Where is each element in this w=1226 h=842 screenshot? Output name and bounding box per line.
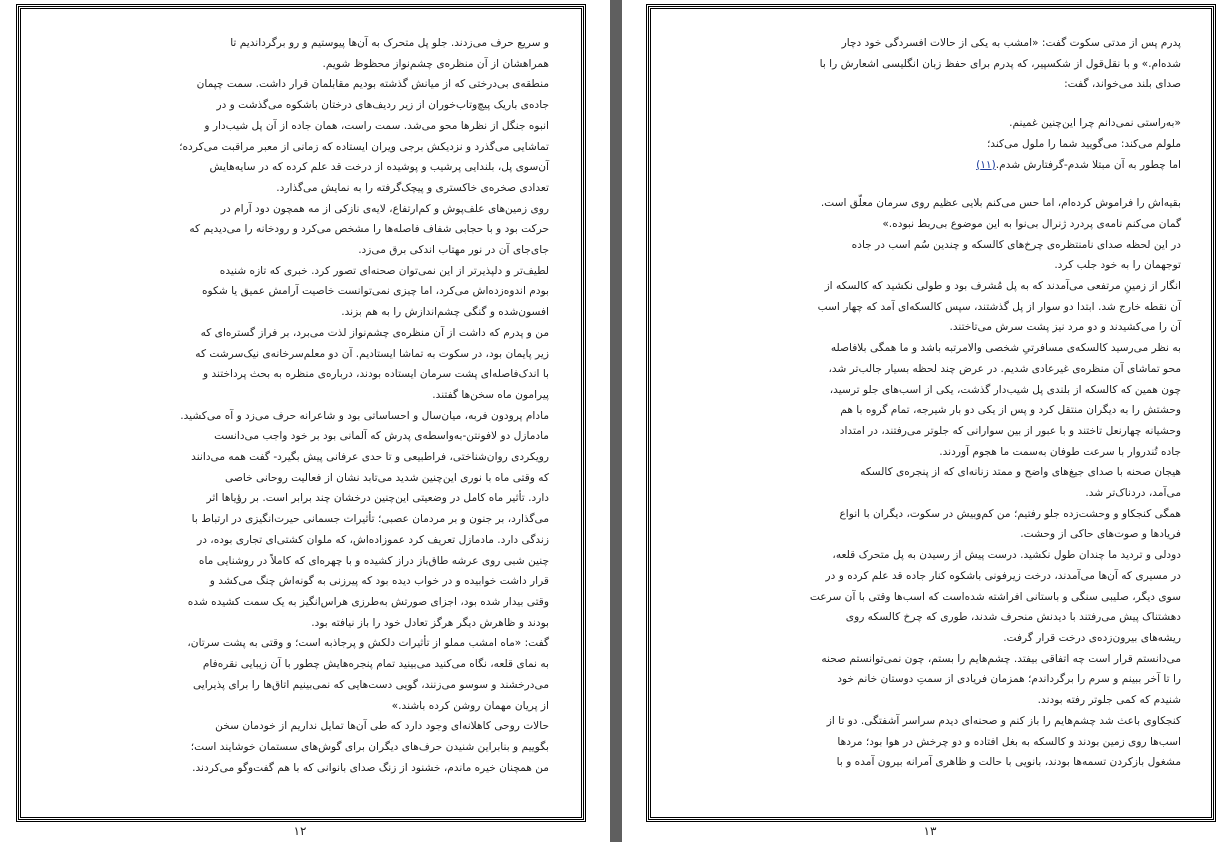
- left-page-number: ۱۲: [293, 824, 307, 838]
- left-page: [0, 0, 610, 842]
- text-line: سوی دیگر، صلیبی سنگی و باستانی افراشته شده‌است که اسب‌ها وقتی با آن سرعت: [809, 590, 1181, 603]
- text-line: دودلی و تردید ما چندان طول نکشید. درست پیش از رسیدن به پل متحرک قلعه،: [832, 549, 1181, 562]
- text-line: توجهمان را به خود جلب کرد.: [1054, 259, 1181, 272]
- text-line: وقتی بیدار شده بود، اجزای صورتش به‌طرزی هراس‌انگیز به یک سمت کشیده شده: [187, 595, 549, 608]
- text-line: را تا آخر ببینم و سرم را برگرداندم؛ همزمان فریادی از سمتِ دوستان خانم خود: [837, 673, 1181, 686]
- text-line: رویکردی روان‌شناختی، فراطبیعی و تا حدی عرفانی پیش بگیرد- گفت همه می‌دانند: [191, 451, 549, 464]
- text-line: می‌دانستم قرار است چه اتفاقی بیفتد. چشم‌هایم را بستم، چون نمی‌توانستم صحنه: [821, 652, 1181, 665]
- verse-line: «به‌راستی نمی‌دانم چرا این‌چنین غمینم.: [1009, 117, 1181, 130]
- text-line: شنیدم که کمی جلوتر رفته بودند.: [1037, 694, 1181, 707]
- text-line: گمان می‌کنم نامه‌ی پردرد ژنرال بی‌نوا به این موضوع بی‌ربط نبوده.»: [882, 217, 1181, 230]
- text-line: فریادها و صوت‌های حاکی از وحشت.: [1020, 528, 1181, 541]
- text-line: پیرامون ماه سخن‌ها گفتند.: [432, 388, 549, 401]
- text-line: انبوه جنگل از نظرها محو می‌شد. سمت راست، همان جاده از آن پل شیب‌دار و: [204, 119, 549, 132]
- text-line: می‌درخشند و سوسو می‌زنند، گویی دست‌هایی که نمی‌بینیم اتاق‌ها را برای پذیرایی: [192, 678, 549, 691]
- text-line: و سریع حرف می‌زدند. جلو پل متحرک به آن‌ها پیوستیم و رو برگرداندیم تا: [230, 37, 549, 49]
- text-line: لطیف‌تر و دلپذیرتر از این نمی‌توان صحنه‌ای تصور کرد. خبری که تازه شنیده: [219, 264, 549, 277]
- text-line: منطقه‌ی بی‌درختی که از میانش گذشته بودیم مقابلمان قرار داشت. سمت چپمان: [196, 78, 549, 91]
- right-page-number: ۱۳: [923, 824, 937, 838]
- text-line: جاده تُندروار با سرعت طوفان به‌سمت ما هجوم آوردند.: [939, 445, 1181, 458]
- text-line: آن نقطه خارج شد. ابتدا دو سوار از پل گذشتند، سپس کالسکه‌ای آمد که چهار اسب: [817, 300, 1181, 313]
- text-line: کنجکاوی باعث شد چشم‌هایم را باز کنم و صحنه‌ای دیدم سراسر آشفتگی. دو تا از: [826, 714, 1181, 727]
- text-line: می‌آمد، دردناک‌تر شد.: [1085, 487, 1181, 500]
- text-line: که وقتی ماه با نوری این‌چنین شدید می‌تابد نشان از فعالیت روحانی خاصی: [225, 471, 549, 484]
- text-line: حرکت بود و با حجابی شفاف فاصله‌ها را مشخص می‌کرد و رودخانه را می‌دیدیم که: [189, 223, 549, 236]
- text-line: جاده‌ی باریک پیچ‌وتاب‌خوران از زیر ردیف‌های درختان باشکوه می‌گذشت و در: [216, 99, 549, 112]
- text-line: به نمای قلعه، نگاه می‌کنید می‌بینید تمام پنجره‌هایش چطور با آن زیبایی نقره‌فام: [202, 658, 549, 671]
- text-line: من و پدرم که داشت از آن منظره‌ی چشم‌نواز لذت می‌برد، بر فراز گستره‌ای که: [200, 326, 549, 339]
- text-line: چون همین که کالسکه از بلندی پل شیب‌دار گذشت، یکی از اسب‌های جلو ترسید،: [829, 383, 1181, 396]
- text-line: آن را می‌کشیدند و دو مرد نیز پشت سرش می‌تاختند.: [949, 321, 1181, 334]
- left-page-border: [16, 4, 586, 822]
- text-line: تعدادی صخره‌ی خاکستری و پیچک‌گرفته را به نمایش می‌گذارد.: [276, 181, 549, 194]
- text-line: محو تماشای آن منظره‌ی غیرعادی شدیم. در عرض چند لحظه بسیار جالب‌تر شد،: [828, 362, 1181, 375]
- text-line: در این لحظه صدای نامنتظره‌ی چرخ‌های کالسکه و چندین سُم اسب در جاده: [851, 238, 1181, 251]
- text-line: در مسیری که آن‌ها می‌آمدند، درخت زیرفونی باشکوه کنار جاده قد علم کرده و در: [825, 569, 1181, 582]
- left-page-body: [59, 33, 549, 778]
- text-line: بقیه‌اش را فراموش کرده‌ام، اما حس می‌کنم بلایی عظیم روی سرمان معلّق است.: [820, 197, 1181, 210]
- text-line: وحشیانه چهارنعل تاختند و با عبور از بین سوارانی که جلوتر می‌رفتند، در امتداد: [839, 424, 1181, 437]
- text-line: دارد. تأثیر ماه کامل در وضعیتی این‌چنین درخشان چند برابر است. بر رؤیاها اثر: [206, 492, 549, 505]
- right-page-body: [689, 33, 1181, 773]
- text-line: همراهشان از آن منظره‌ی چشم‌نواز محظوظ شویم.: [322, 57, 549, 70]
- text-line: وحشتش را به دیگران منتقل کرد و پس از یکی دو بار شیرجه، تمام گروه با هم: [840, 404, 1181, 417]
- text-line: با اندک‌فاصله‌ای پشت سرمان ایستاده بودند، درباره‌ی منظره به بحث پرداختند و: [203, 368, 549, 381]
- text-line: ریشه‌های بیرون‌زده‌ی درخت قرار گرفت.: [1003, 631, 1181, 644]
- text-line: دهشتناک پیش می‌رفتند با دیدنش منحرف شدند، طوری که چرخ کالسکه روی: [845, 611, 1181, 624]
- right-page: [622, 0, 1226, 842]
- text-line: زیر پایمان بود، در سکوت به تماشا ایستادیم. آن دو معلم‌سرخانه‌ی نیک‌سرشت که: [195, 347, 549, 360]
- text-line: قرار داشت خوابیده و در خواب دیده بود که پیرزنی به گونه‌اش چنگ می‌کشد و: [209, 575, 549, 588]
- footnote-link[interactable]: (۱۱): [976, 158, 996, 171]
- text-line: من همچنان خیره ماندم، خشنود از زنگ صدای بانوانی که با هم گفت‌وگو می‌کردند.: [192, 761, 549, 774]
- text-line: روی زمین‌های علف‌پوش و کم‌ارتفاع، لایه‌ی نازکی از مه همچون دود آرام در: [220, 202, 549, 215]
- text-line: زندگی دارد. مادمازل تعریف کرد عموزاده‌اش، که ملوان کشتی‌ای تجاری بوده، در: [197, 533, 549, 546]
- text-line: چنین شبی روی عرشه طاق‌باز دراز کشیده و با چهره‌ای که کاملاً در روشنایی ماه: [198, 554, 549, 567]
- text-line: حالات روحی کاهلانه‌ای وجود دارد که طی آن‌ها تمایل نداریم از خودمان سخن: [215, 720, 549, 733]
- text-line: هیجان صحنه با صدای جیغ‌های واضح و ممتد زنانه‌ای که از پنجره‌ی کالسکه: [860, 466, 1181, 479]
- text-line: از پریان مهمان روشن کرده باشند.»: [391, 699, 549, 712]
- text-line: اسب‌ها روی زمین بودند و کالسکه به بغل افتاده و دو چرخش در هوا بود؛ مردها: [837, 735, 1181, 748]
- verse-line: اما چطور به آن مبتلا شدم-گرفتارش شدم.(۱۱): [976, 158, 1181, 171]
- text-line: مشغول بازکردن تسمه‌ها بودند، بانویی با حالت و ظاهری آمرانه بیرون آمده و با: [836, 756, 1181, 769]
- text-line: مادمازل دو لافونتن-به‌واسطه‌ی پدرش که آلمانی بود بر خود واجب می‌دانست: [214, 430, 549, 443]
- right-page-border: [646, 4, 1216, 822]
- text-line: همگی کنجکاو و وحشت‌زده جلو رفتیم؛ من کم‌وبیش در سکوت، دیگران با انواع: [839, 507, 1181, 520]
- text-line: شده‌ام.» و با نقل‌قول از شکسپیر، که پدرم برای حفظ زبان انگلیسی اشعارش را با: [819, 57, 1181, 70]
- text-line: پدرم پس از مدتی سکوت گفت: «امشب به یکی از حالات افسردگی خود دچار: [841, 37, 1181, 49]
- text-line: مادام پرودون فربه، میان‌سال و احساساتی بود و شاعرانه حرف می‌زد و آه می‌کشید.: [180, 409, 549, 422]
- text-line: می‌گذارد، بر جنون و بر مردمان عصبی؛ تأثیرات جسمانی حیرت‌انگیزی در ارتباط با: [191, 513, 549, 526]
- text-line: انگار از زمینِ مرتفعی می‌آمدند که به پل مُشرف بود و طولی نکشید که کالسکه از: [824, 280, 1181, 293]
- text-line: به نظر می‌رسید کالسکه‌ی مسافرتیِ شخصی والامرتبه باشد و ما همگی بلافاصله: [830, 342, 1181, 355]
- text-line: بگوییم و بنابراین شنیدن حرف‌های دیگران برای گوش‌های سستمان خوشایند است؛: [190, 740, 549, 753]
- text-line: بودم اندوه‌زده‌اش می‌کرد، اما چیزی نمی‌توانست خاصیت آرامش عمیق یا شکوه: [201, 285, 549, 298]
- text-line: افسون‌شده و گنگی چشم‌اندازش را به هم بزند.: [341, 306, 549, 319]
- text-line: آن‌سوی پل، بلندایی پرشیب و پوشیده از درخت قد علم کرده که در سایه‌هایش: [209, 161, 549, 174]
- book-gutter: [610, 0, 622, 842]
- text-line: گفت: «ماه امشب مملو از تأثیرات دلکش و پرجاذبه است؛ و وقتی به پشت سرتان،: [187, 637, 549, 650]
- text-line: بودند و ظاهرش دیگر هرگز تعادل خود را باز نیافته بود.: [311, 616, 549, 629]
- text-line: جای‌جای آن در نور مهتاب اندکی برق می‌زد.: [358, 244, 549, 257]
- text-line: تماشایی می‌گذرد و نزدیکش برجی ویران ایستاده که زمانی از معبر مراقبت می‌کرده؛: [179, 140, 549, 153]
- text-line: صدای بلند می‌خواند، گفت:: [1064, 78, 1181, 91]
- verse-line: ملولم می‌کند: می‌گویید شما را ملول می‌کند؛: [986, 137, 1181, 150]
